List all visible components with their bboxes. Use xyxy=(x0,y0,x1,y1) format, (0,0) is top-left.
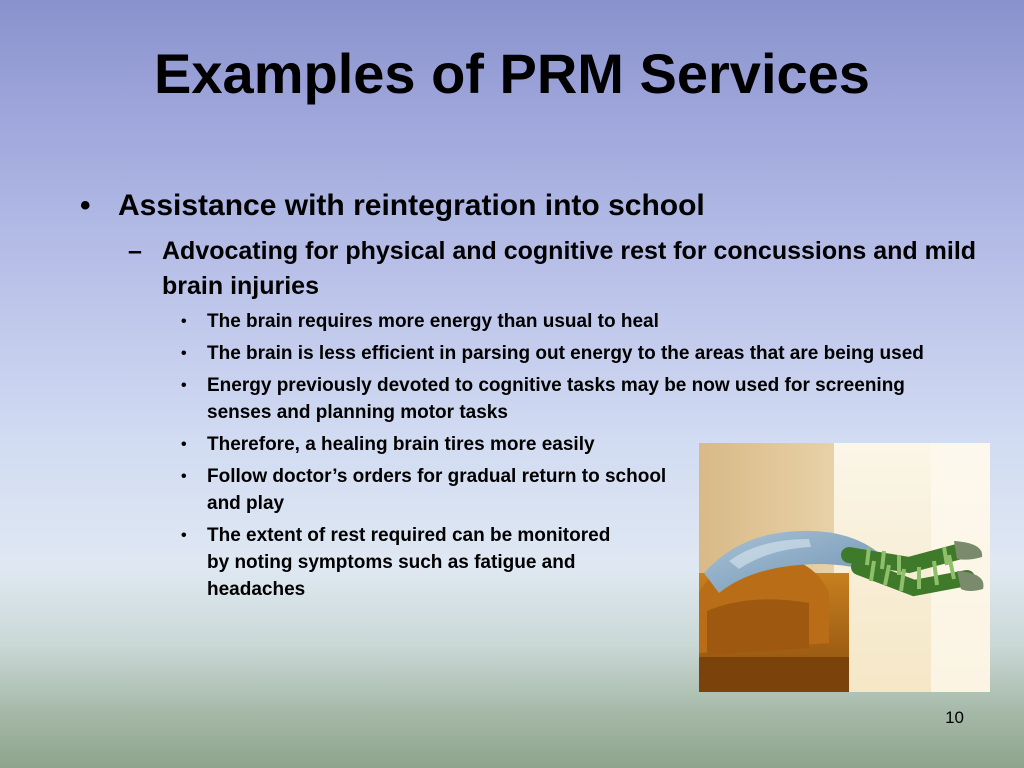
bullet-glyph: • xyxy=(181,436,187,453)
level3-bullet-item xyxy=(181,372,961,426)
bullet-glyph: • xyxy=(80,189,91,222)
level3-text: The brain is less efficient in parsing out energy to the areas that are being used xyxy=(207,343,924,364)
slide-title: Examples of PRM Services xyxy=(154,42,870,105)
level3-bullet-item xyxy=(181,340,961,367)
slide-page-number: 10 xyxy=(945,708,964,727)
level3-text: The brain requires more energy than usual to heal xyxy=(207,311,659,332)
level3-bullet-item xyxy=(181,522,627,603)
bullet-glyph: • xyxy=(181,377,187,394)
level3-text: The extent of rest required can be monitored by noting symptoms such as fatigue and headaches xyxy=(207,525,611,600)
bullet-glyph: • xyxy=(181,313,187,330)
dash-glyph: – xyxy=(128,237,142,265)
child-resting-on-couch-photo xyxy=(699,443,990,692)
level1-text: Assistance with reintegration into school xyxy=(118,189,705,222)
bullet-glyph: • xyxy=(181,527,187,544)
level3-text: Therefore, a healing brain tires more easily xyxy=(207,434,595,455)
level3-bullet-item xyxy=(181,308,961,335)
bullet-glyph: • xyxy=(181,468,187,485)
level3-bullet-item xyxy=(181,463,677,517)
level2-text: Advocating for physical and cognitive rest for concussions and mild brain injuries xyxy=(162,237,977,300)
level3-text: Energy previously devoted to cognitive tasks may be now used for screening senses and planning motor tasks xyxy=(207,375,905,423)
bullet-glyph: • xyxy=(181,345,187,362)
level3-text: Follow doctor’s orders for gradual return to school and play xyxy=(207,466,667,514)
